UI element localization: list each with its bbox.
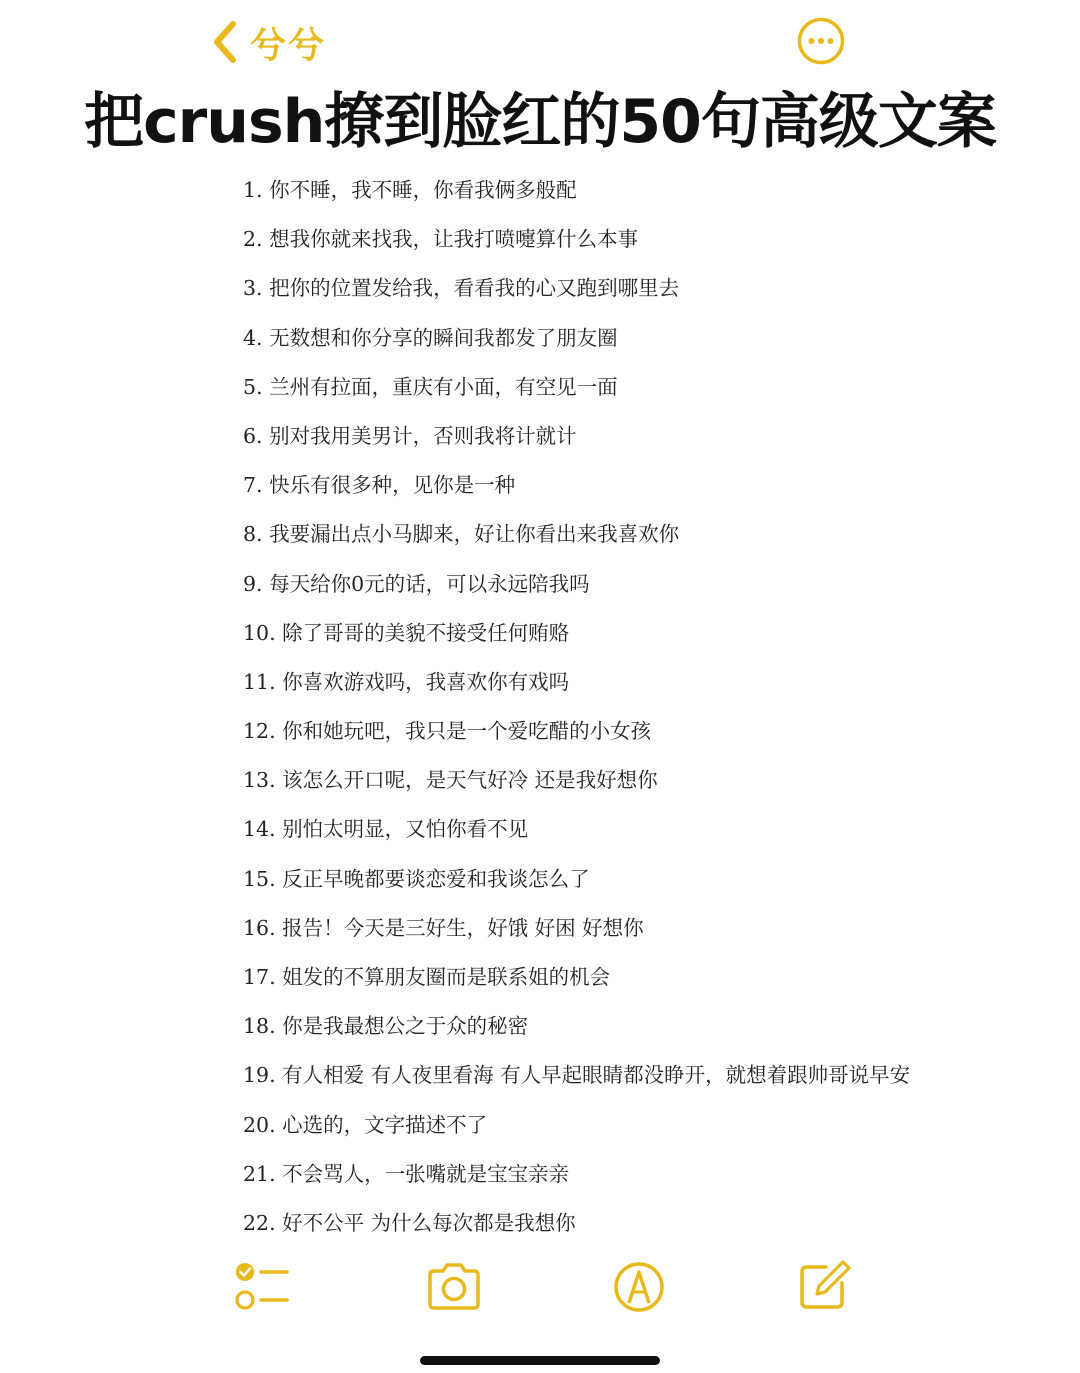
bottom-toolbar — [0, 1250, 1080, 1320]
note-line: 17. 姐发的不算朋友圈而是联系姐的机会 — [243, 965, 611, 989]
note-line: 18. 你是我最想公之于众的秘密 — [243, 1014, 529, 1039]
note-line: 7. 快乐有很多种，见你是一种 — [243, 473, 516, 498]
note-line: 20. 心选的，文字描述不了 — [243, 1112, 488, 1137]
checklist-icon — [232, 1256, 292, 1316]
note-line: 16. 报告！今天是三好生，好饿 好困 好想你 — [243, 915, 644, 940]
ellipsis-circle-icon — [796, 51, 846, 70]
camera-button[interactable] — [424, 1256, 484, 1316]
camera-icon — [424, 1256, 484, 1316]
note-line: 10. 除了哥哥的美貌不接受任何贿赂 — [243, 620, 570, 645]
compose-button[interactable] — [795, 1256, 855, 1316]
back-button[interactable] — [212, 14, 326, 70]
note-body[interactable] — [243, 166, 1043, 1248]
note-line: 2. 想我你就来找我，让我打喷嚏算什么本事 — [243, 227, 639, 252]
checklist-button[interactable] — [232, 1256, 292, 1316]
markup-button[interactable] — [609, 1256, 669, 1316]
chevron-left-icon — [212, 20, 238, 64]
more-options-button[interactable] — [796, 16, 846, 66]
markup-pen-icon — [609, 1256, 669, 1316]
note-line: 21. 不会骂人，一张嘴就是宝宝亲亲 — [243, 1161, 570, 1186]
note-line: 12. 你和她玩吧，我只是一个爱吃醋的小女孩 — [243, 719, 652, 744]
note-line: 11. 你喜欢游戏吗，我喜欢你有戏吗 — [243, 669, 570, 694]
note-line: 6. 别对我用美男计，否则我将计就计 — [243, 423, 577, 448]
note-line: 22. 好不公平 为什么每次都是我想你 — [243, 1210, 576, 1235]
note-line: 5. 兰州有拉面，重庆有小面，有空见一面 — [243, 374, 618, 399]
note-line: 14. 别怕太明显，又怕你看不见 — [243, 817, 529, 842]
note-line: 9. 每天给你0元的话，可以永远陪我吗 — [243, 571, 590, 596]
back-label: 兮兮 — [250, 24, 327, 66]
navigation-bar — [0, 0, 1080, 85]
note-line: 15. 反正早晚都要谈恋爱和我谈怎么了 — [243, 866, 590, 891]
note-line: 8. 我要漏出点小马脚来，好让你看出来我喜欢你 — [243, 522, 680, 547]
note-line: 1. 你不睡，我不睡，你看我俩多般配 — [243, 178, 577, 202]
note-title: 把crush撩到脸红的50句高级文案 — [84, 87, 996, 157]
note-line: 4. 无数想和你分享的瞬间我都发了朋友圈 — [243, 325, 618, 350]
note-line: 13. 该怎么开口呢，是天气好冷 还是我好想你 — [243, 768, 658, 793]
compose-icon — [795, 1256, 855, 1316]
home-indicator — [420, 1356, 660, 1365]
note-line: 3. 把你的位置发给我，看看我的心又跑到哪里去 — [243, 276, 680, 301]
note-line: 19. 有人相爱 有人夜里看海 有人早起眼睛都没睁开，就想着跟帅哥说早安 — [243, 1063, 911, 1088]
